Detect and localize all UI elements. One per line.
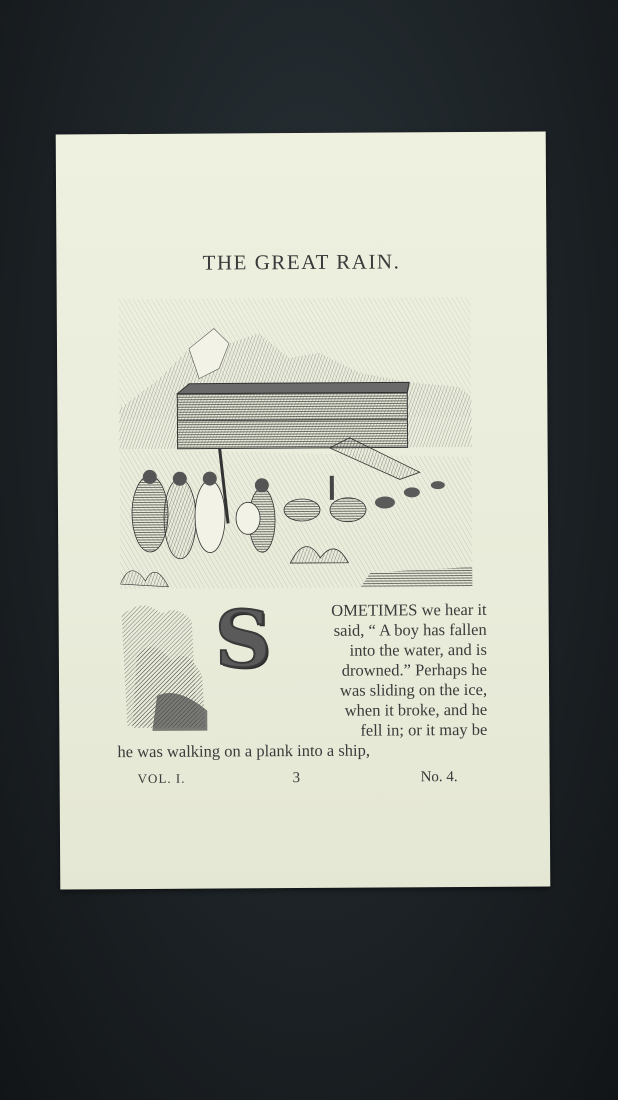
text-line-6: when it broke, and he <box>344 699 488 720</box>
text-line-3: into the water, and is <box>349 639 487 660</box>
text-line-7: fell in; or it may be <box>360 719 488 740</box>
drop-cap-letter: S <box>214 594 272 686</box>
text-line-1: OMETIMES we hear it <box>331 599 487 620</box>
body-text <box>117 594 488 796</box>
engraving-illustration-ark <box>119 297 473 589</box>
text-line-2: said, “ A boy has fallen <box>333 619 487 640</box>
page-title: THE GREAT RAIN. <box>202 249 401 275</box>
page-number: 3 <box>292 770 301 787</box>
text-line-4: drowned.” Perhaps he <box>341 659 488 680</box>
text-line-8: he was walking on a plank into a ship, <box>117 740 371 762</box>
foliage-illustration <box>117 596 213 737</box>
issue-number: No. 4. <box>420 769 458 786</box>
volume-label: VOL. I. <box>137 770 186 787</box>
text-line-5: was sliding on the ice, <box>339 679 488 700</box>
printed-page <box>56 132 551 890</box>
